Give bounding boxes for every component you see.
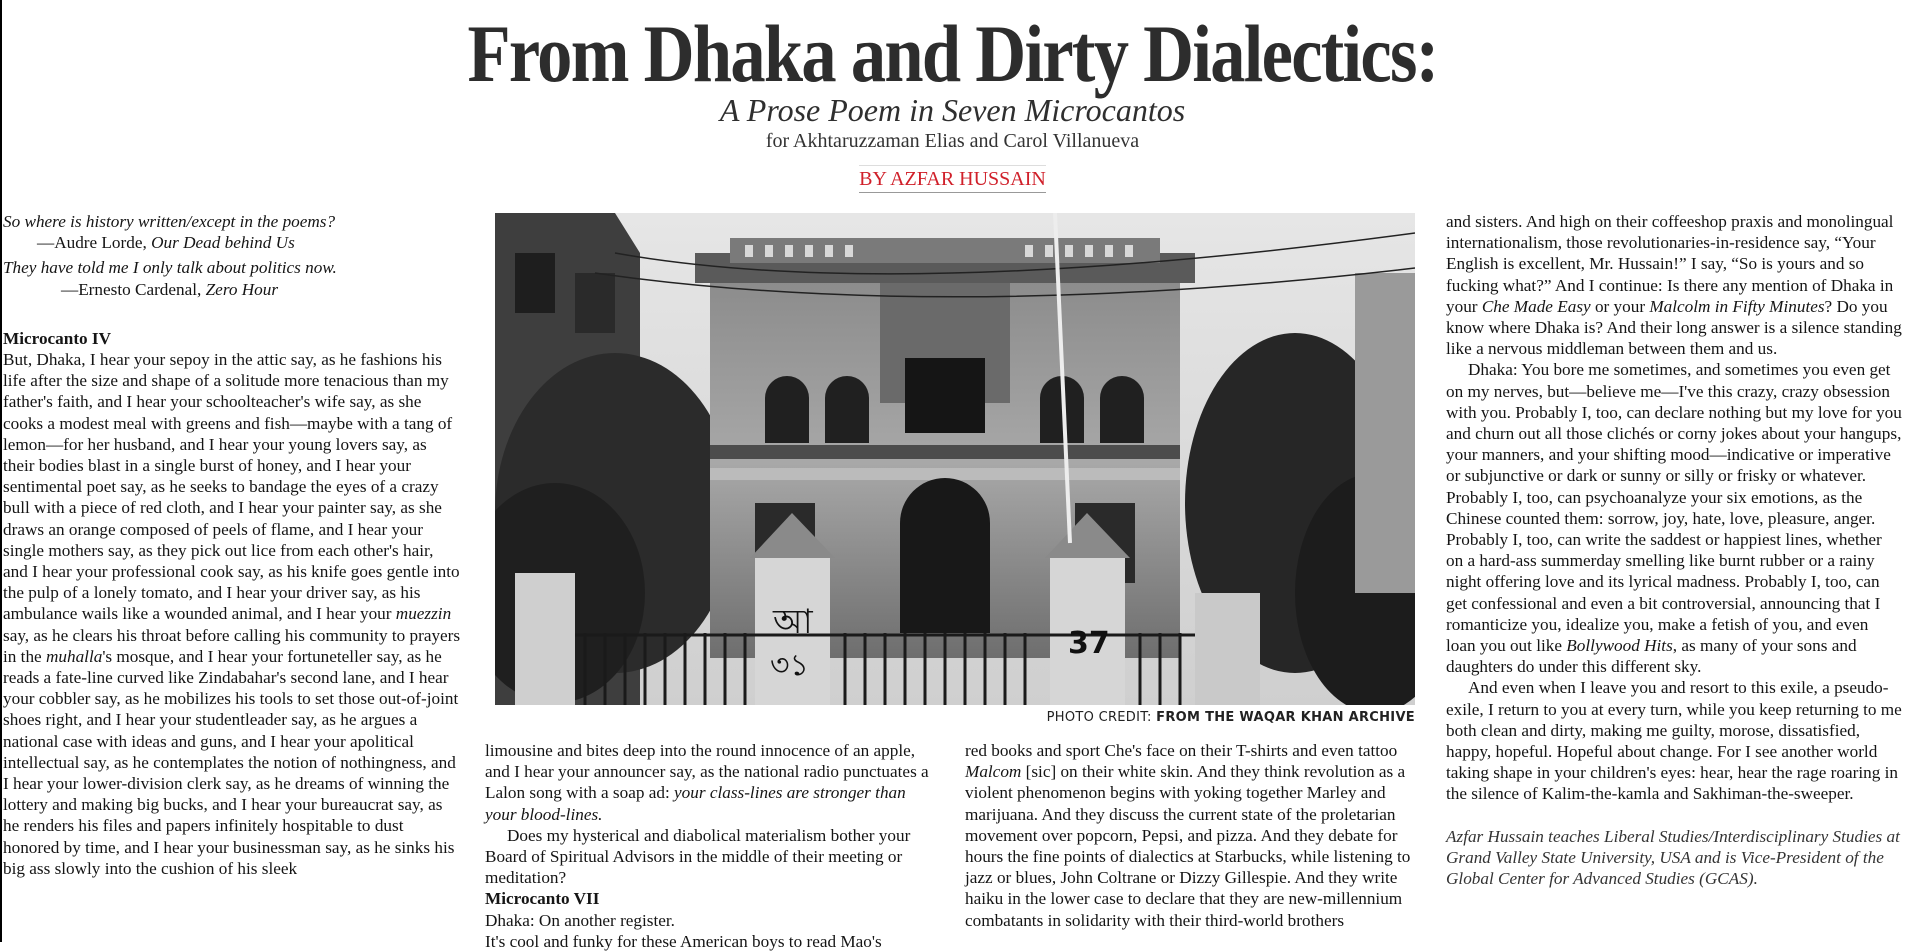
text-run: ? Do you know where Dhaka is? And their long answer is a silence standing like a nervous middleman between them and us. <box>1446 296 1902 359</box>
column-2 <box>485 740 941 952</box>
epigraph-1-attribution <box>3 232 461 253</box>
epigraph-1-author: —Audre Lorde, <box>37 233 152 253</box>
italic-title: Che Made Easy <box>1481 296 1591 316</box>
col3-paragraph-1 <box>965 740 1421 931</box>
epigraph-2-attribution <box>3 279 461 300</box>
col2-paragraph-2: Does my hysterical and diabolical materialism bother your Board of Spiritual Advisors in the middle of their meeting or meditation? <box>485 825 911 888</box>
sign-right-number: 37 <box>1068 626 1110 661</box>
text-run: 's mosque, and I hear your fortuneteller say, as he reads a fate-line curved like Zindabahar's second lane, and I hear your cobbler say, as he mobilizes his tools to set those out-of-joint shoes right, and I hear your studentleader say, as he argues a national case with ideas and guns, and I hear your apolitical intellectual say, as he contemplates the notion of nothingness, and I hear your lower-division clerk say, as he dreams of winning the lottery and making big bucks, and I hear your bureaucrat say, as he renders his files and papers infinitely hospitable to dust honored by time, and I hear your businessman say, as he sinks his big ass slowly into the cushion of his sleek <box>3 646 459 878</box>
building-photo <box>495 213 1415 705</box>
italic-title: Bollywood Hits <box>1566 636 1673 656</box>
epigraph-1-source: Our Dead behind Us <box>151 233 295 253</box>
author-bio: Azfar Hussain teaches Liberal Studies/Interdisciplinary Studies at Grand Valley State University, USA and is Vice-President of the Global Center for Advanced Studies (GCAS). <box>1446 826 1900 889</box>
article-subtitle: A Prose Poem in Seven Microcantos <box>719 92 1186 128</box>
epigraph-2-source: Zero Hour <box>205 279 279 299</box>
text-run: But, Dhaka, I hear your sepoy in the attic say, as he fashions his life after the size and shape of a solitude more tenacious than my father's faith, and I hear your schoolteacher's wife say, as she cooks a modest meal with greens and fish—maybe with a tang of lemon—for her husband, and I hear your young lovers say, as their bodies blast in a single burst of honey, and I hear your sentimental poet say, as he seeks to bandage the eyes of a crazy bull with a piece of red cloth, and I hear your painter say, as she draws an orange composed of peels of flame, and I hear your single mothers say, as they pick out lice from each other's hair, and I hear your professional cook say, as his knife goes gentle into the pulp of a lonely tomato, and I hear your driver say, as his ambulance wails like a wounded animal, and I hear your <box>3 350 460 624</box>
col4-paragraph-3: And even when I leave you and resort to this exile, a pseudo-exile, I return to you at every turn, while you keep returning to me both clean and dirty, making me guilty, morose, dissatisfied, happy, hopeful. Hopeful about change. For I see another world taking shape in your children's eyes: hear, hear the rage roaring in the silence of Kalim-the-kamla and Sakhiman-the-sweeper. <box>1446 678 1902 804</box>
epigraph-2-author: —Ernesto Cardenal, <box>61 279 206 299</box>
article-title: From Dhaka and Dirty Dialectics: <box>467 8 1438 99</box>
text-run: or your <box>1590 296 1650 316</box>
dedication-line: for Akhtaruzzaman Elias and Carol Villanueva <box>765 130 1140 152</box>
col2-paragraph-3: Dhaka: On another register. <box>485 910 675 930</box>
microcanto-iv-heading: Microcanto IV <box>3 328 112 348</box>
text-run: Dhaka: You bore me sometimes, and sometimes you even get on my nerves, but—believe me—I've this crazy, crazy obsession with you. Probably I, too, can declare nothing but my love for you and churn out all those clichés or corny jokes about your hangups, your manners, and your shifting mood—indicative or imperative or subjunctive or dark or sunny or silly or frisky or whatever. Probably I, too, can psychoanalyze your six emotions, as the Chinese counted them: sorrow, joy, hate, love, pleasure, anger. Probably I, too, can write the saddest or happiest lines, whether on a hard-ass summerday smelling like burnt rubber or a rainy night offering love and its lyrical madness. Probably I, too, can get confessional and even a bit controversial, announcing that I romanticize you, idealize you, make a fetish of you, and even loan you out like <box>1446 360 1902 656</box>
text-run: red books and sport Che's face on their T-shirts and even tattoo <box>965 741 1398 760</box>
column-1 <box>3 211 461 879</box>
text-run: say, as he clears his throat before calling his community to prayers in the <box>3 625 461 666</box>
italic-word: muezzin <box>395 604 452 624</box>
column-3 <box>965 740 1421 931</box>
italic-word: Malcom <box>965 762 1022 782</box>
col2-paragraph-1 <box>485 740 941 825</box>
text-run: , as many of your sons and daughters do under this different sky. <box>1446 636 1857 677</box>
sign-left-top: আ <box>773 602 813 642</box>
sign-left-bottom: ৩১ <box>770 648 809 683</box>
microcanto-iv-paragraph <box>3 349 461 879</box>
photo-credit-source: FROM THE WAQAR KHAN ARCHIVE <box>1156 710 1415 725</box>
italic-phrase: your class-lines are stronger than your blood-lines. <box>485 783 906 824</box>
microcanto-vii-heading: Microcanto VII <box>485 889 600 909</box>
epigraph-1-quote: So where is history written/except in the poems? <box>3 212 336 231</box>
text-run: limousine and bites deep into the round innocence of an apple, and I hear your announcer say, as the national radio punctuates a Lalon song with a soap ad: <box>485 741 929 803</box>
column-4 <box>1446 211 1902 889</box>
text-run: and sisters. And high on their coffeeshop praxis and monolingual internationalism, those revolutionaries-in-residence say, “Your English is excellent, Mr. Hussain!” I say, “So is yours and so fucking what?” And I continue: Is there any mention of Dhaka in your <box>1446 212 1894 316</box>
col4-paragraph-2 <box>1446 359 1902 677</box>
col2-paragraph-4: It's cool and funky for these American boys to read Mao's <box>485 931 882 951</box>
epigraph-2-quote: They have told me I only talk about politics now. <box>3 258 337 278</box>
italic-word: muhalla <box>45 646 103 666</box>
photo-illustration <box>495 213 1415 705</box>
text-run: [sic] on their white skin. And they think revolution as a violent phenomenon begins with yoking together Marley and marijuana. And they discuss the current state of the proletarian movement over popcorn, Pepsi, and pizza. And they debate for hours the fine points of dialectics at Starbucks, while listening to jazz or blues, John Coltrane or Dizzy Gillespie. And they write haiku in the lower case to declare that they are new-millennium combatants in solidarity with their third-world brothers <box>965 762 1411 930</box>
italic-title: Malcolm in Fifty Minutes <box>1649 296 1825 316</box>
byline <box>0 166 1905 194</box>
photo-credit-label: PHOTO CREDIT: <box>1046 710 1157 725</box>
col4-paragraph-1 <box>1446 211 1902 359</box>
author-byline: BY AZFAR HUSSAIN <box>859 165 1046 193</box>
photo-credit <box>495 710 1415 725</box>
